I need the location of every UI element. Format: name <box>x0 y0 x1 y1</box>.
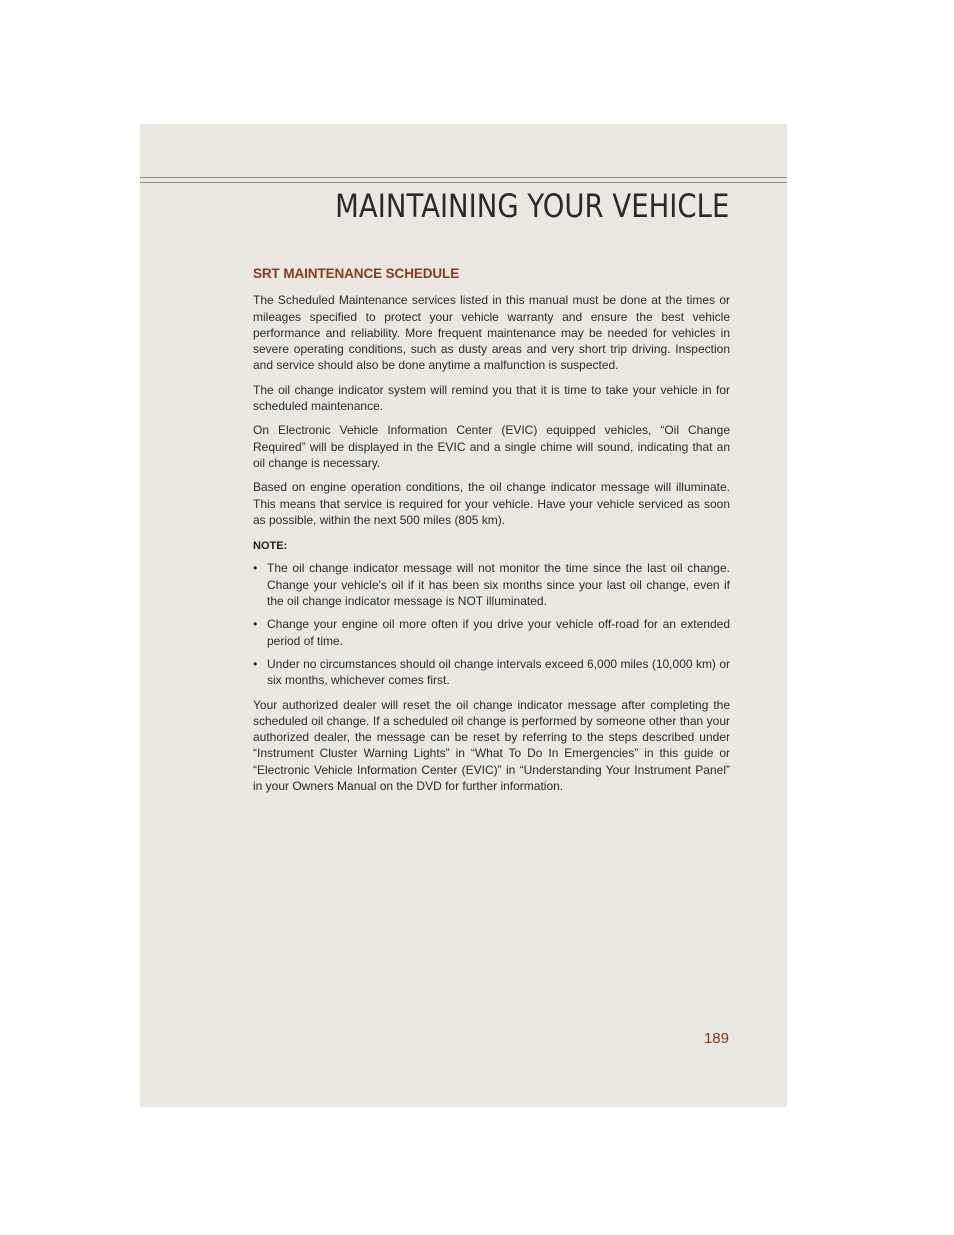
section-heading: SRT MAINTENANCE SCHEDULE <box>253 266 460 281</box>
note-bullet-text: Change your engine oil more often if you drive your vehicle off-road for an extended period of time. <box>267 617 730 648</box>
paragraph-dealer-reset: Your authorized dealer will reset the oil change indicator message after completing the scheduled oil change. If a scheduled oil change is performed by someone other than your authorized dealer, the message can be reset by referring to the steps described under “Instrument Cluster Warning Lights” in “What To Do In Emergencies” in this guide or “Electronic Vehicle Information Center (EVIC)” in “Understanding Your Instrument Panel” in your Owners Manual on the DVD for further information. <box>253 697 730 794</box>
page-content <box>253 266 730 802</box>
note-bullet-list <box>253 560 730 688</box>
chapter-title: MAINTAINING YOUR VEHICLE <box>334 187 729 225</box>
note-bullet-text: The oil change indicator message will not monitor the time since the last oil change. Change your vehicle's oil if it has been six months since your last oil change, even if the oil change indicator message is NOT illuminated. <box>267 561 730 609</box>
header-rule-top <box>140 177 787 178</box>
note-label: NOTE: <box>253 540 288 553</box>
bullet-dot: • <box>253 617 258 632</box>
bullet-dot: • <box>253 656 258 671</box>
bullet-dot: • <box>253 561 258 576</box>
header-rule-bottom <box>140 182 787 183</box>
paragraph-oil-indicator: The oil change indicator system will remind you that it is time to take your vehicle in for scheduled maintenance. <box>253 382 730 414</box>
paragraph-scheduled-maintenance: The Scheduled Maintenance services listed in this manual must be done at the times or mileages specified to protect your vehicle warranty and ensure the best vehicle performance and reliability. More frequent maintenance may be needed for vehicles in severe operating conditions, such as dusty areas and very short trip driving. Inspection and service should also be done anytime a malfunction is suspected. <box>253 293 730 373</box>
note-bullet-text: Under no circumstances should oil change intervals exceed 6,000 miles (10,000 km) or six months, whichever comes first. <box>267 656 730 688</box>
note-bullet-item <box>253 656 730 689</box>
paragraph-evic: On Electronic Vehicle Information Center (EVIC) equipped vehicles, “Oil Change Required” will be displayed in the EVIC and a single chime will sound, indicating that an oil change is necessary. <box>253 423 730 470</box>
paragraph-engine-conditions: Based on engine operation conditions, the oil change indicator message will illuminate. This means that service is required for your vehicle. Have your vehicle serviced as soon as possible, within the next 500 miles (805 km). <box>253 480 730 527</box>
note-bullet-item <box>253 560 730 609</box>
manual-page <box>140 124 787 1107</box>
note-bullet-item <box>253 616 730 649</box>
page-number: 189 <box>703 1030 729 1047</box>
